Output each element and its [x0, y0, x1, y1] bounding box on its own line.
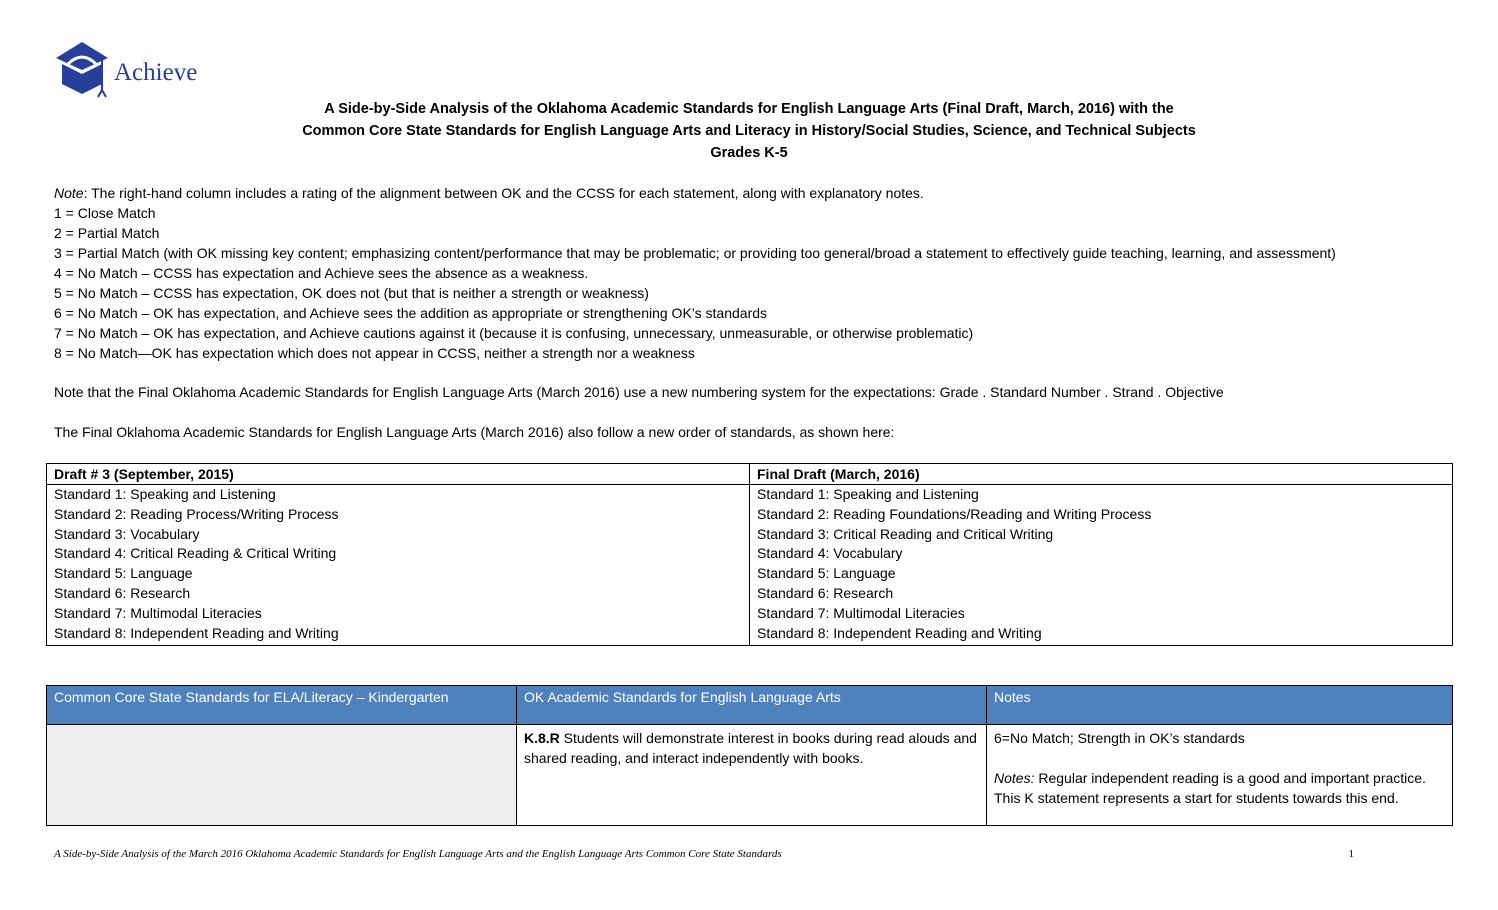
final-draft-cell: Standard 7: Multimodal Literacies [750, 604, 1453, 624]
ok-code: K.8.R [524, 730, 560, 746]
draft3-cell: Standard 4: Critical Reading & Critical Writing [47, 544, 750, 564]
notes-text: Regular independent reading is a good and important practice. This K statement represents a start for students towards this end. [994, 770, 1426, 806]
title-line: Grades K-5 [710, 145, 788, 161]
rating-item: 4 = No Match – CCSS has expectation and Achieve sees the absence as a weakness. [54, 265, 589, 281]
document-title [0, 98, 1498, 164]
column-header-ok: OK Academic Standards for English Language Arts [517, 686, 987, 725]
notes-label: Notes: [994, 770, 1035, 786]
rating-item: 2 = Partial Match [54, 225, 160, 241]
rating-item: 7 = No Match – OK has expectation, and Achieve cautions against it (because it is confusing, unnecessary, unmeasurable, or otherwise problematic) [54, 325, 974, 341]
rating-item: 5 = No Match – CCSS has expectation, OK does not (but that is neither a strength or weakness) [54, 285, 649, 301]
title-line: Common Core State Standards for English Language Arts and Literacy in History/Social Studies, Science, and Technical Subjects [302, 123, 1196, 139]
standards-order-table [46, 463, 1453, 646]
rating-item: 6 = No Match – OK has expectation, and Achieve sees the addition as appropriate or strengthening OK’s standards [54, 305, 768, 321]
column-header-ccss: Common Core State Standards for ELA/Literacy – Kindergarten [47, 686, 517, 725]
final-draft-cell: Standard 5: Language [750, 564, 1453, 584]
final-draft-cell: Standard 6: Research [750, 584, 1453, 604]
rating-item: 1 = Close Match [54, 205, 156, 221]
table-row [47, 485, 1453, 505]
draft3-cell: Standard 7: Multimodal Literacies [47, 604, 750, 624]
table-row [47, 584, 1453, 604]
rating-item: 8 = No Match—OK has expectation which does not appear in CCSS, neither a strength nor a weakness [54, 345, 695, 361]
final-draft-cell: Standard 3: Critical Reading and Critical Writing [750, 525, 1453, 545]
draft3-cell: Standard 1: Speaking and Listening [47, 485, 750, 505]
table-row [47, 564, 1453, 584]
note-text: : The right-hand column includes a rating of the alignment between OK and the CCSS for each statement, along with explanatory notes. [83, 185, 924, 201]
draft3-cell: Standard 5: Language [47, 564, 750, 584]
final-draft-cell: Standard 8: Independent Reading and Writing [750, 624, 1453, 644]
draft3-cell: Standard 6: Research [47, 584, 750, 604]
column-header: Final Draft (March, 2016) [750, 464, 1453, 485]
final-draft-cell: Standard 4: Vocabulary [750, 544, 1453, 564]
title-line: A Side-by-Side Analysis of the Oklahoma Academic Standards for English Language Arts (Final Draft, March, 2016) with the [324, 101, 1174, 117]
ok-cell [517, 725, 987, 826]
notes-cell [987, 725, 1453, 826]
order-note: The Final Oklahoma Academic Standards for English Language Arts (March 2016) also follow a new order of standards, as shown here: [54, 424, 895, 440]
logo-text: Achieve [114, 59, 198, 86]
column-header: Draft # 3 (September, 2015) [47, 464, 750, 485]
final-draft-cell: Standard 2: Reading Foundations/Reading and Writing Process [750, 505, 1453, 525]
rating-item: 3 = Partial Match (with OK missing key content; emphasizing content/performance that may be problematic; or providing too general/broad a statement to effectively guide teaching, learning, and assessment) [54, 245, 1336, 261]
comparison-table [46, 685, 1453, 826]
rating-legend [54, 183, 1336, 363]
note-label: Note [54, 185, 84, 201]
footer-text: A Side-by-Side Analysis of the March 2016 Oklahoma Academic Standards for English Language Arts and the English Language Arts Common Core State Standards [54, 848, 782, 860]
table-row [47, 725, 1453, 826]
achieve-logo [54, 40, 197, 98]
ccss-cell [47, 725, 517, 826]
draft3-cell: Standard 3: Vocabulary [47, 525, 750, 545]
table-row [47, 505, 1453, 525]
page-footer [54, 848, 1354, 860]
graduation-cap-icon [54, 40, 110, 98]
column-header-notes: Notes [987, 686, 1453, 725]
table-row [47, 544, 1453, 564]
page-number: 1 [1348, 848, 1354, 860]
table-row [47, 525, 1453, 545]
rating-text: 6=No Match; Strength in OK’s standards [994, 730, 1245, 746]
table-row [47, 624, 1453, 644]
ok-text: Students will demonstrate interest in books during read alouds and shared reading, and interact independently with books. [524, 730, 977, 766]
draft3-cell: Standard 8: Independent Reading and Writing [47, 624, 750, 644]
final-draft-cell: Standard 1: Speaking and Listening [750, 485, 1453, 505]
numbering-note: Note that the Final Oklahoma Academic Standards for English Language Arts (March 2016) use a new numbering system for the expectations: Grade . Standard Number . Strand . Objective [54, 384, 1224, 400]
table-row [47, 604, 1453, 624]
draft3-cell: Standard 2: Reading Process/Writing Process [47, 505, 750, 525]
